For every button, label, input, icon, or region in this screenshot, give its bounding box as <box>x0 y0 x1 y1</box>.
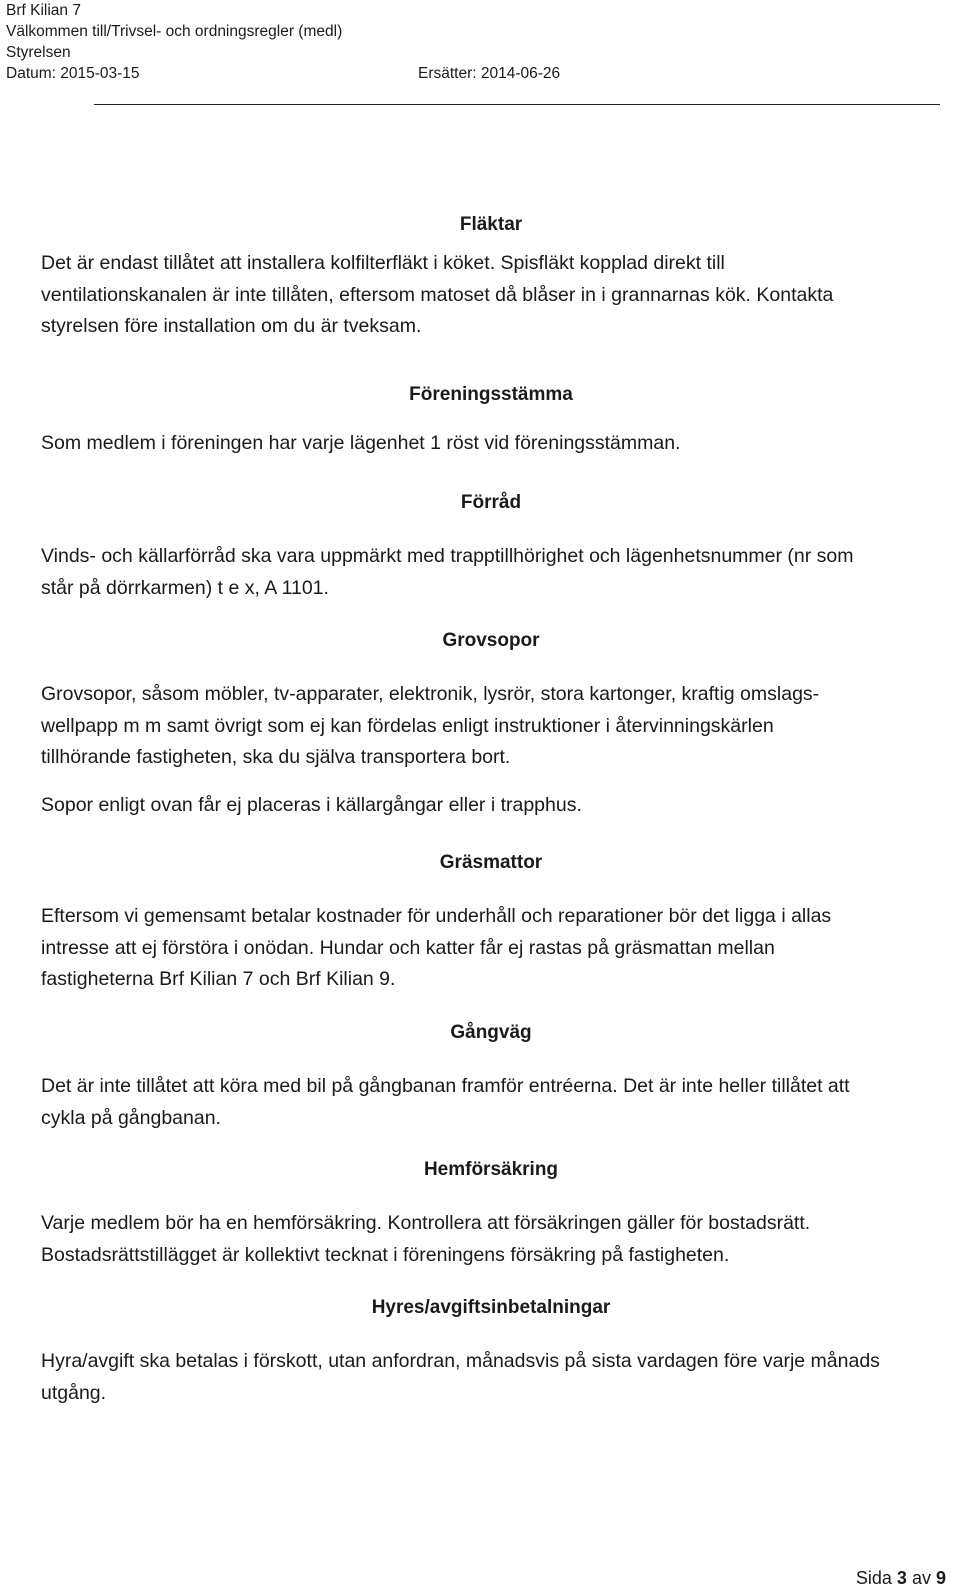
section-paragraph: Som medlem i föreningen har varje lägenhet 1 röst vid föreningsstämman. <box>41 432 681 454</box>
header-org: Brf Kilian 7 <box>6 2 81 19</box>
header-doc-title: Välkommen till/Trivsel- och ordningsregler (medl) <box>6 23 343 40</box>
section-paragraph: Sopor enligt ovan får ej placeras i källargångar eller i trapphus. <box>41 793 582 816</box>
section-grovsopor <box>41 628 941 821</box>
section-foreningsstamma <box>41 382 941 460</box>
section-heading: Fläktar <box>459 214 523 235</box>
section-heading: Hemförsäkring <box>423 1159 559 1180</box>
page-number-current: 3 <box>896 1568 907 1588</box>
header-date: Datum: 2015-03-15 <box>6 65 140 82</box>
section-paragraph: Det är inte tillåtet att köra med bil på gångbanan framför entréerna. Det är inte heller tillåtet att cykla på gångbanan. <box>41 1075 850 1129</box>
header-author: Styrelsen <box>6 44 71 61</box>
section-heading: Hyres/avgiftsinbetalningar <box>371 1297 611 1318</box>
page-number-total: 9 <box>935 1568 946 1588</box>
header-divider <box>94 104 940 105</box>
section-heading: Grovsopor <box>442 630 540 651</box>
section-heading: Gångväg <box>450 1022 532 1043</box>
header-replaces-date: Ersätter: 2014-06-26 <box>418 65 561 82</box>
section-heading: Föreningsstämma <box>409 384 573 405</box>
section-heading: Förråd <box>460 492 522 513</box>
page-header <box>6 0 946 84</box>
page-number-prefix: Sida <box>855 1568 892 1588</box>
section-heading: Gräsmattor <box>439 852 543 873</box>
section-paragraph: Det är endast tillåtet att installera kolfilterfläkt i köket. Spisfläkt kopplad direkt till ventilationskanalen är inte tillåten, eftersom matoset då blåser in i grannarnas kök. Kontakta styrelsen före installation om du är tveksam. <box>41 252 834 337</box>
section-paragraph: Vinds- och källarförråd ska vara uppmärkt med trapptillhörighet och lägenhetsnummer (nr som står på dörrkarmen) t e x, A 1101. <box>41 545 854 599</box>
section-hemforsakring <box>41 1157 941 1271</box>
section-flaktar <box>41 212 941 343</box>
header-date-row <box>6 63 946 84</box>
section-paragraph: Eftersom vi gemensamt betalar kostnader för underhåll och reparationer bör det ligga i allas intresse att ej förstöra i onödan. Hundar och katter får ej rastas på gräsmattan mellan fastigheterna Brf Kilian 7 och Brf Kilian 9. <box>41 905 832 990</box>
section-gangvag <box>41 1020 941 1134</box>
section-paragraph: Grovsopor, såsom möbler, tv-apparater, elektronik, lysrör, stora kartonger, kraftig omslags- wellpapp m m samt övrigt som ej kan fördelas enligt instruktioner i återvinningskärlen tillhörande fastigheten, ska du själva transportera bort. <box>41 683 820 768</box>
section-paragraph: Varje medlem bör ha en hemförsäkring. Kontrollera att försäkringen gäller för bostadsrätt. Bostadsrättstillägget är kollektivt tecknat i föreningens försäkring på fastigheten. <box>41 1212 811 1266</box>
section-hyres-avgiftsinbetalningar <box>41 1295 941 1409</box>
section-grasmattor <box>41 850 941 996</box>
section-forrad <box>41 490 941 604</box>
section-paragraph: Hyra/avgift ska betalas i förskott, utan anfordran, månadsvis på sista vardagen före varje månads utgång. <box>41 1350 880 1404</box>
page-number-separator: av <box>911 1568 931 1588</box>
page-number <box>856 1566 946 1590</box>
